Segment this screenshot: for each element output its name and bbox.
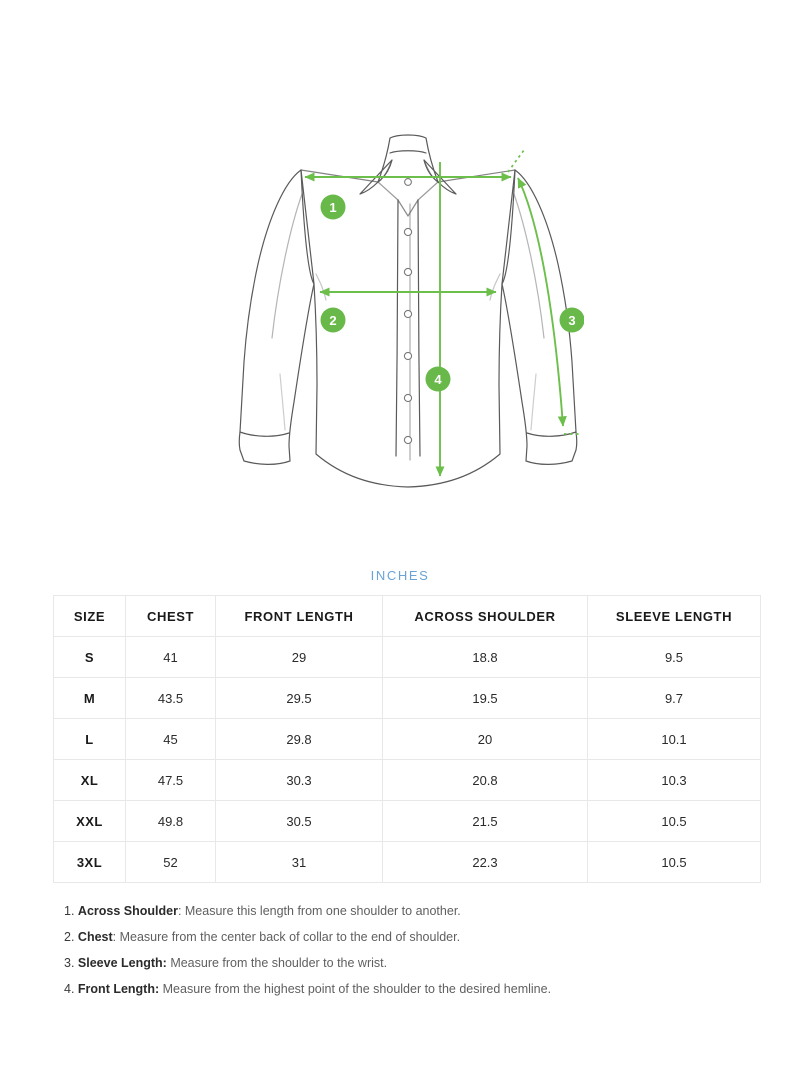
note-number: 4. [64,982,75,996]
cell-chest: 43.5 [126,678,216,719]
note-term: Front Length: [77,982,160,996]
right-cuff [527,432,576,436]
left-yoke-line [301,170,378,182]
cell-front-length: 30.5 [216,801,383,842]
right-shoulder-shade [490,274,500,300]
note-item [64,924,764,950]
shirt-button [405,179,412,186]
column-header-chest: CHEST [126,596,216,637]
marker-3 [560,308,585,333]
cell-size: M [54,678,126,719]
left-sleeve-drape [272,194,302,338]
cell-sleeve-length: 10.3 [588,760,761,801]
cell-sleeve-length: 10.5 [588,801,761,842]
note-item [64,898,764,924]
cell-chest: 47.5 [126,760,216,801]
table-row [54,637,761,678]
collar-right-fold [424,160,438,182]
table-row [54,719,761,760]
cell-size: L [54,719,126,760]
column-header-size: SIZE [54,596,126,637]
cell-front-length: 29.8 [216,719,383,760]
cell-chest: 45 [126,719,216,760]
sleeve-length-arrow [518,178,563,426]
table-row [54,760,761,801]
cell-across-shoulder: 21.5 [383,801,588,842]
marker-1-label: 1 [329,200,337,215]
cell-size: 3XL [54,842,126,883]
marker-4 [426,367,451,392]
placket-left-edge [396,200,398,456]
collar-neck-right [418,182,438,200]
marker-1 [321,195,346,220]
cell-sleeve-length: 9.5 [588,637,761,678]
cell-size: XXL [54,801,126,842]
cell-sleeve-length: 9.7 [588,678,761,719]
cell-front-length: 29 [216,637,383,678]
cell-front-length: 30.3 [216,760,383,801]
shirt-button [404,394,411,401]
note-term: Across Shoulder [77,904,178,918]
shirt-button [404,228,411,235]
shirt-button [404,352,411,359]
measurement-arrows [305,150,580,476]
left-cuff [240,432,289,436]
cell-across-shoulder: 19.5 [383,678,588,719]
collar-left-fold [378,160,392,182]
size-chart-table-container [53,595,760,883]
right-sleeve-fold [531,374,536,430]
note-description: : Measure this length from one shoulder to another. [177,904,461,918]
table-row [54,678,761,719]
cell-sleeve-length: 10.5 [588,842,761,883]
note-number: 2. [64,930,75,944]
collar-band [378,135,438,182]
note-term: Sleeve Length: [77,956,167,970]
note-number: 1. [64,904,75,918]
cell-front-length: 29.5 [216,678,383,719]
left-sleeve-outline [239,170,314,464]
cell-chest: 41 [126,637,216,678]
shoulder-guide-dotted [508,150,524,172]
cell-across-shoulder: 18.8 [383,637,588,678]
note-description: Measure from the shoulder to the wrist. [166,956,388,970]
column-header-sleeve-length: SLEEVE LENGTH [588,596,761,637]
right-sleeve-drape [514,194,544,338]
shirt-button [404,268,411,275]
column-header-across-shoulder: ACROSS SHOULDER [383,596,588,637]
column-header-front-length: FRONT LENGTH [216,596,383,637]
shirt-button [404,436,411,443]
cell-size: XL [54,760,126,801]
cell-chest: 49.8 [126,801,216,842]
cell-front-length: 31 [216,842,383,883]
cell-across-shoulder: 20.8 [383,760,588,801]
measurement-instructions [64,898,764,1002]
placket-right-edge [418,200,420,456]
collar-inner-top [390,151,426,153]
cell-chest: 52 [126,842,216,883]
left-shoulder-shade [316,274,326,300]
collar-neck-left [378,182,398,200]
table-header-row [54,596,761,637]
table-row [54,842,761,883]
note-item [64,976,764,1002]
marker-3-label: 3 [568,313,576,328]
right-yoke-line [438,170,515,182]
cell-sleeve-length: 10.1 [588,719,761,760]
table-row [54,801,761,842]
placket-v-notch [398,200,418,216]
marker-4-label: 4 [434,372,442,387]
note-number: 3. [64,956,75,970]
cell-across-shoulder: 22.3 [383,842,588,883]
cell-size: S [54,637,126,678]
left-sleeve-fold [280,374,285,430]
cell-across-shoulder: 20 [383,719,588,760]
note-item [64,950,764,976]
unit-label: INCHES [370,568,430,583]
note-description: : Measure from the center back of collar to the end of shoulder. [112,930,461,944]
note-term: Chest [77,930,113,944]
measurement-markers [321,195,585,392]
shirt-button [404,310,411,317]
marker-2-label: 2 [329,313,337,328]
note-description: Measure from the highest point of the shoulder to the desired hemline. [159,982,552,996]
size-chart-table [53,595,761,883]
shirt-measurement-diagram [232,124,584,534]
marker-2 [321,308,346,333]
